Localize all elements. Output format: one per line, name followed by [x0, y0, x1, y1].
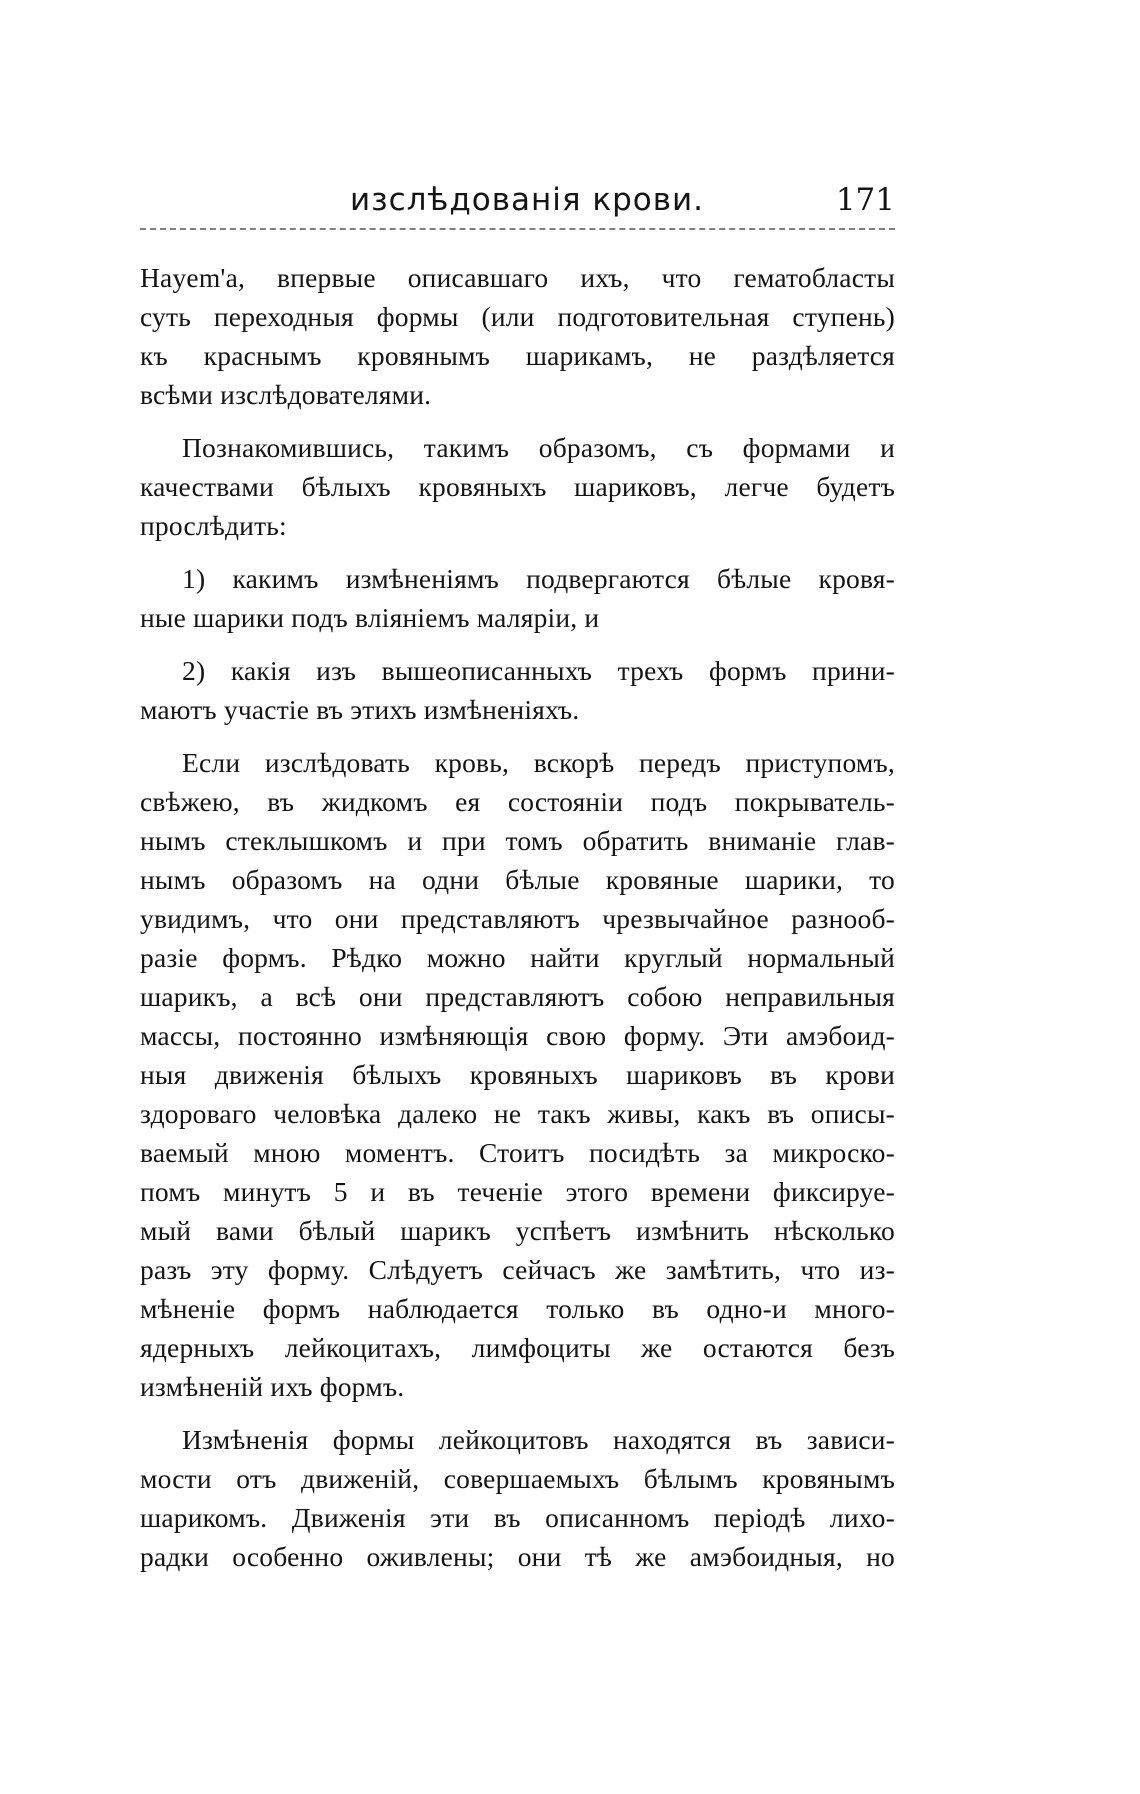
- text-line: мѣненіе формъ наблюдается только въ одно-и много-: [140, 1293, 895, 1324]
- text-line: здороваго человѣка далеко не такъ живы, какъ въ описы-: [140, 1098, 895, 1129]
- text-line: шарикъ, а всѣ они представляютъ собою неправильныя: [140, 981, 895, 1012]
- text-line: мый вами бѣлый шарикъ успѣетъ измѣнить нѣсколько: [140, 1215, 895, 1246]
- text-line: ныя движенія бѣлыхъ кровяныхъ шариковъ въ крови: [140, 1059, 895, 1090]
- text-line: шарикомъ. Движенія эти въ описанномъ періодѣ лихо-: [140, 1502, 895, 1533]
- text-line: помъ минутъ 5 и въ теченіе этого времени фиксируе-: [140, 1176, 895, 1207]
- text-line: радки особенно оживлены; они тѣ же амэбоидныя, но: [140, 1541, 895, 1572]
- text-line: качествами бѣлыхъ кровяныхъ шариковъ, легче будетъ: [140, 471, 895, 502]
- paragraph-2: [140, 428, 895, 545]
- running-head: [140, 178, 895, 222]
- text-line: свѣжею, въ жидкомъ ея состояніи подъ покрыватель-: [140, 786, 895, 817]
- body-text: [140, 258, 895, 1576]
- text-line: мости отъ движеній, совершаемыхъ бѣлымъ кровянымъ: [140, 1463, 895, 1494]
- page-number: 171: [835, 182, 895, 218]
- running-title: изслѣдованія крови.: [350, 182, 705, 218]
- text-line: 2) какія изъ вышеописанныхъ трехъ формъ прини-: [182, 655, 895, 686]
- text-line: разіе формъ. Рѣдко можно найти круглый нормальный: [140, 942, 895, 973]
- book-page: [140, 178, 895, 1576]
- paragraph-3: [140, 559, 895, 637]
- text-line: Hayem'a, впервые описавшаго ихъ, что гематобласты: [140, 262, 895, 293]
- text-line: нымъ образомъ на одни бѣлые кровяные шарики, то: [140, 864, 895, 895]
- text-line: нымъ стеклышкомъ и при томъ обратить вниманіе глав-: [140, 825, 895, 856]
- paragraph-1: [140, 258, 895, 414]
- text-line: увидимъ, что они представляютъ чрезвычайное разнооб-: [140, 903, 895, 934]
- text-line: къ краснымъ кровянымъ шарикамъ, не раздѣляется: [140, 340, 895, 371]
- paragraph-4: [140, 651, 895, 729]
- text-line: 1) какимъ измѣненіямъ подвергаются бѣлые кровя-: [182, 563, 895, 594]
- text-line: Измѣненія формы лейкоцитовъ находятся въ зависи-: [182, 1424, 895, 1455]
- text-line: разъ эту форму. Слѣдуетъ сейчасъ же замѣтить, что из-: [140, 1254, 895, 1285]
- paragraph-6: [140, 1420, 895, 1576]
- paragraph-5: [140, 743, 895, 1406]
- text-line: маютъ участіе въ этихъ измѣненіяхъ.: [140, 694, 580, 725]
- text-line: массы, постоянно измѣняющія свою форму. Эти амэбоид-: [140, 1020, 895, 1051]
- text-line: суть переходныя формы (или подготовительная ступень): [140, 301, 895, 332]
- header-rule: [140, 228, 895, 230]
- text-line: прослѣдить:: [140, 510, 287, 541]
- text-line: Познакомившись, такимъ образомъ, съ формами и: [182, 432, 895, 463]
- text-line: ные шарики подъ вліяніемъ маляріи, и: [140, 602, 600, 633]
- text-line: всѣми изслѣдователями.: [140, 379, 432, 410]
- text-line: измѣненій ихъ формъ.: [140, 1371, 405, 1402]
- text-line: Если изслѣдовать кровь, вскорѣ передъ приступомъ,: [182, 747, 895, 778]
- text-line: ядерныхъ лейкоцитахъ, лимфоциты же остаются безъ: [140, 1332, 895, 1363]
- text-line: ваемый мною моментъ. Стоитъ посидѣть за микроско-: [140, 1137, 895, 1168]
